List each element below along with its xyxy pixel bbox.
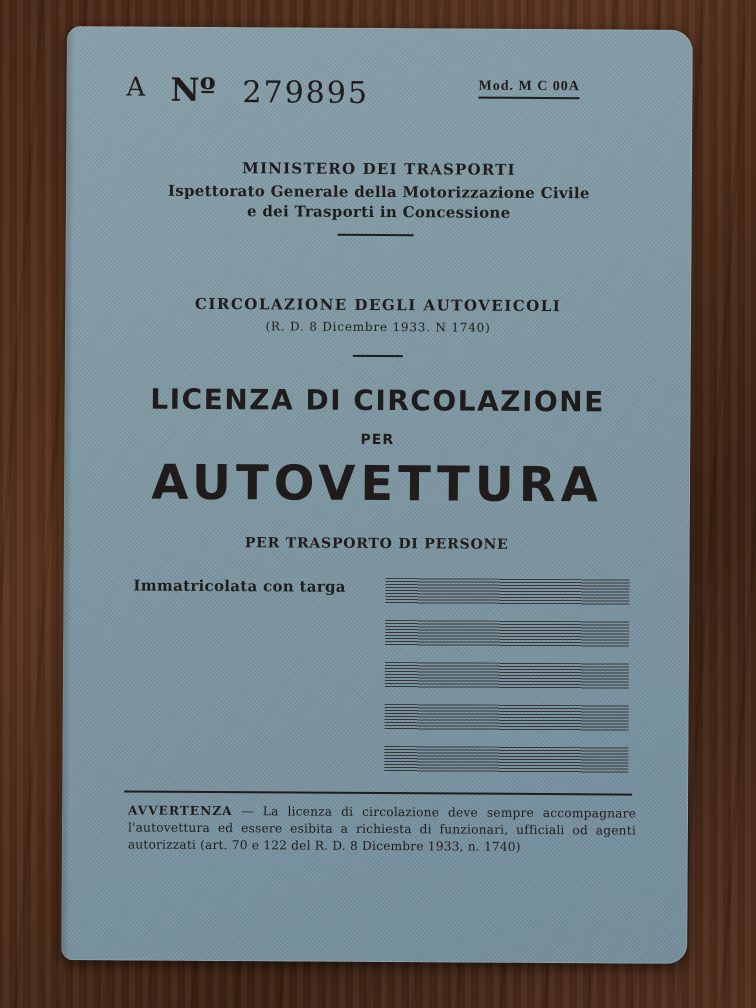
entry-line-block <box>385 578 629 605</box>
number-sign: Nº <box>170 70 216 110</box>
warning-note <box>128 802 636 856</box>
plate-entry-lines <box>384 578 629 779</box>
ministry-department: Ispettorato Generale della Motorizzazione Civile <box>167 181 590 203</box>
plate-label: Immatricolata con targa <box>133 576 346 596</box>
divider-rule <box>353 355 403 357</box>
divider-rule <box>338 234 414 236</box>
model-code: Mod. M C 00A <box>478 79 580 100</box>
circulation-heading <box>65 294 691 336</box>
ministry-department-cont: e dei Trasporti in Concessione <box>246 202 511 222</box>
entry-line-block <box>384 746 628 773</box>
ministry-name: MINISTERO DEI TRASPORTI <box>242 159 516 179</box>
circulation-decree: (R. D. 8 Dicembre 1933. N 1740) <box>265 319 491 335</box>
serial-series-letter: A <box>126 72 146 103</box>
title-per: PER <box>360 431 395 449</box>
warning-text: — La licenza di circolazione deve sempre accompagnare l'autovettura ed essere esibita a richiesta di funzionari, ufficiali od agenti autorizzati (art. 70 e 122 del R. D. 8 Dicembre 1933, n. 1740) <box>127 804 637 854</box>
serial-number-row <box>126 70 646 113</box>
entry-line-block <box>385 704 629 731</box>
license-title: LICENZA DI CIRCOLAZIONE <box>150 382 605 419</box>
warning-divider <box>124 790 632 795</box>
circulation-title: CIRCOLAZIONE DEGLI AUTOVEICOLI <box>194 294 562 316</box>
warning-heading: AVVERTENZA <box>128 803 233 819</box>
entry-line-block <box>385 620 629 647</box>
entry-line-block <box>385 662 629 689</box>
license-subtitle: PER TRASPORTO DI PERSONE <box>244 535 509 553</box>
ministry-heading <box>66 158 692 224</box>
license-booklet-cover <box>61 26 693 964</box>
vehicle-type-title: AUTOVETTURA <box>151 454 603 514</box>
serial-number: 279895 <box>242 75 370 111</box>
